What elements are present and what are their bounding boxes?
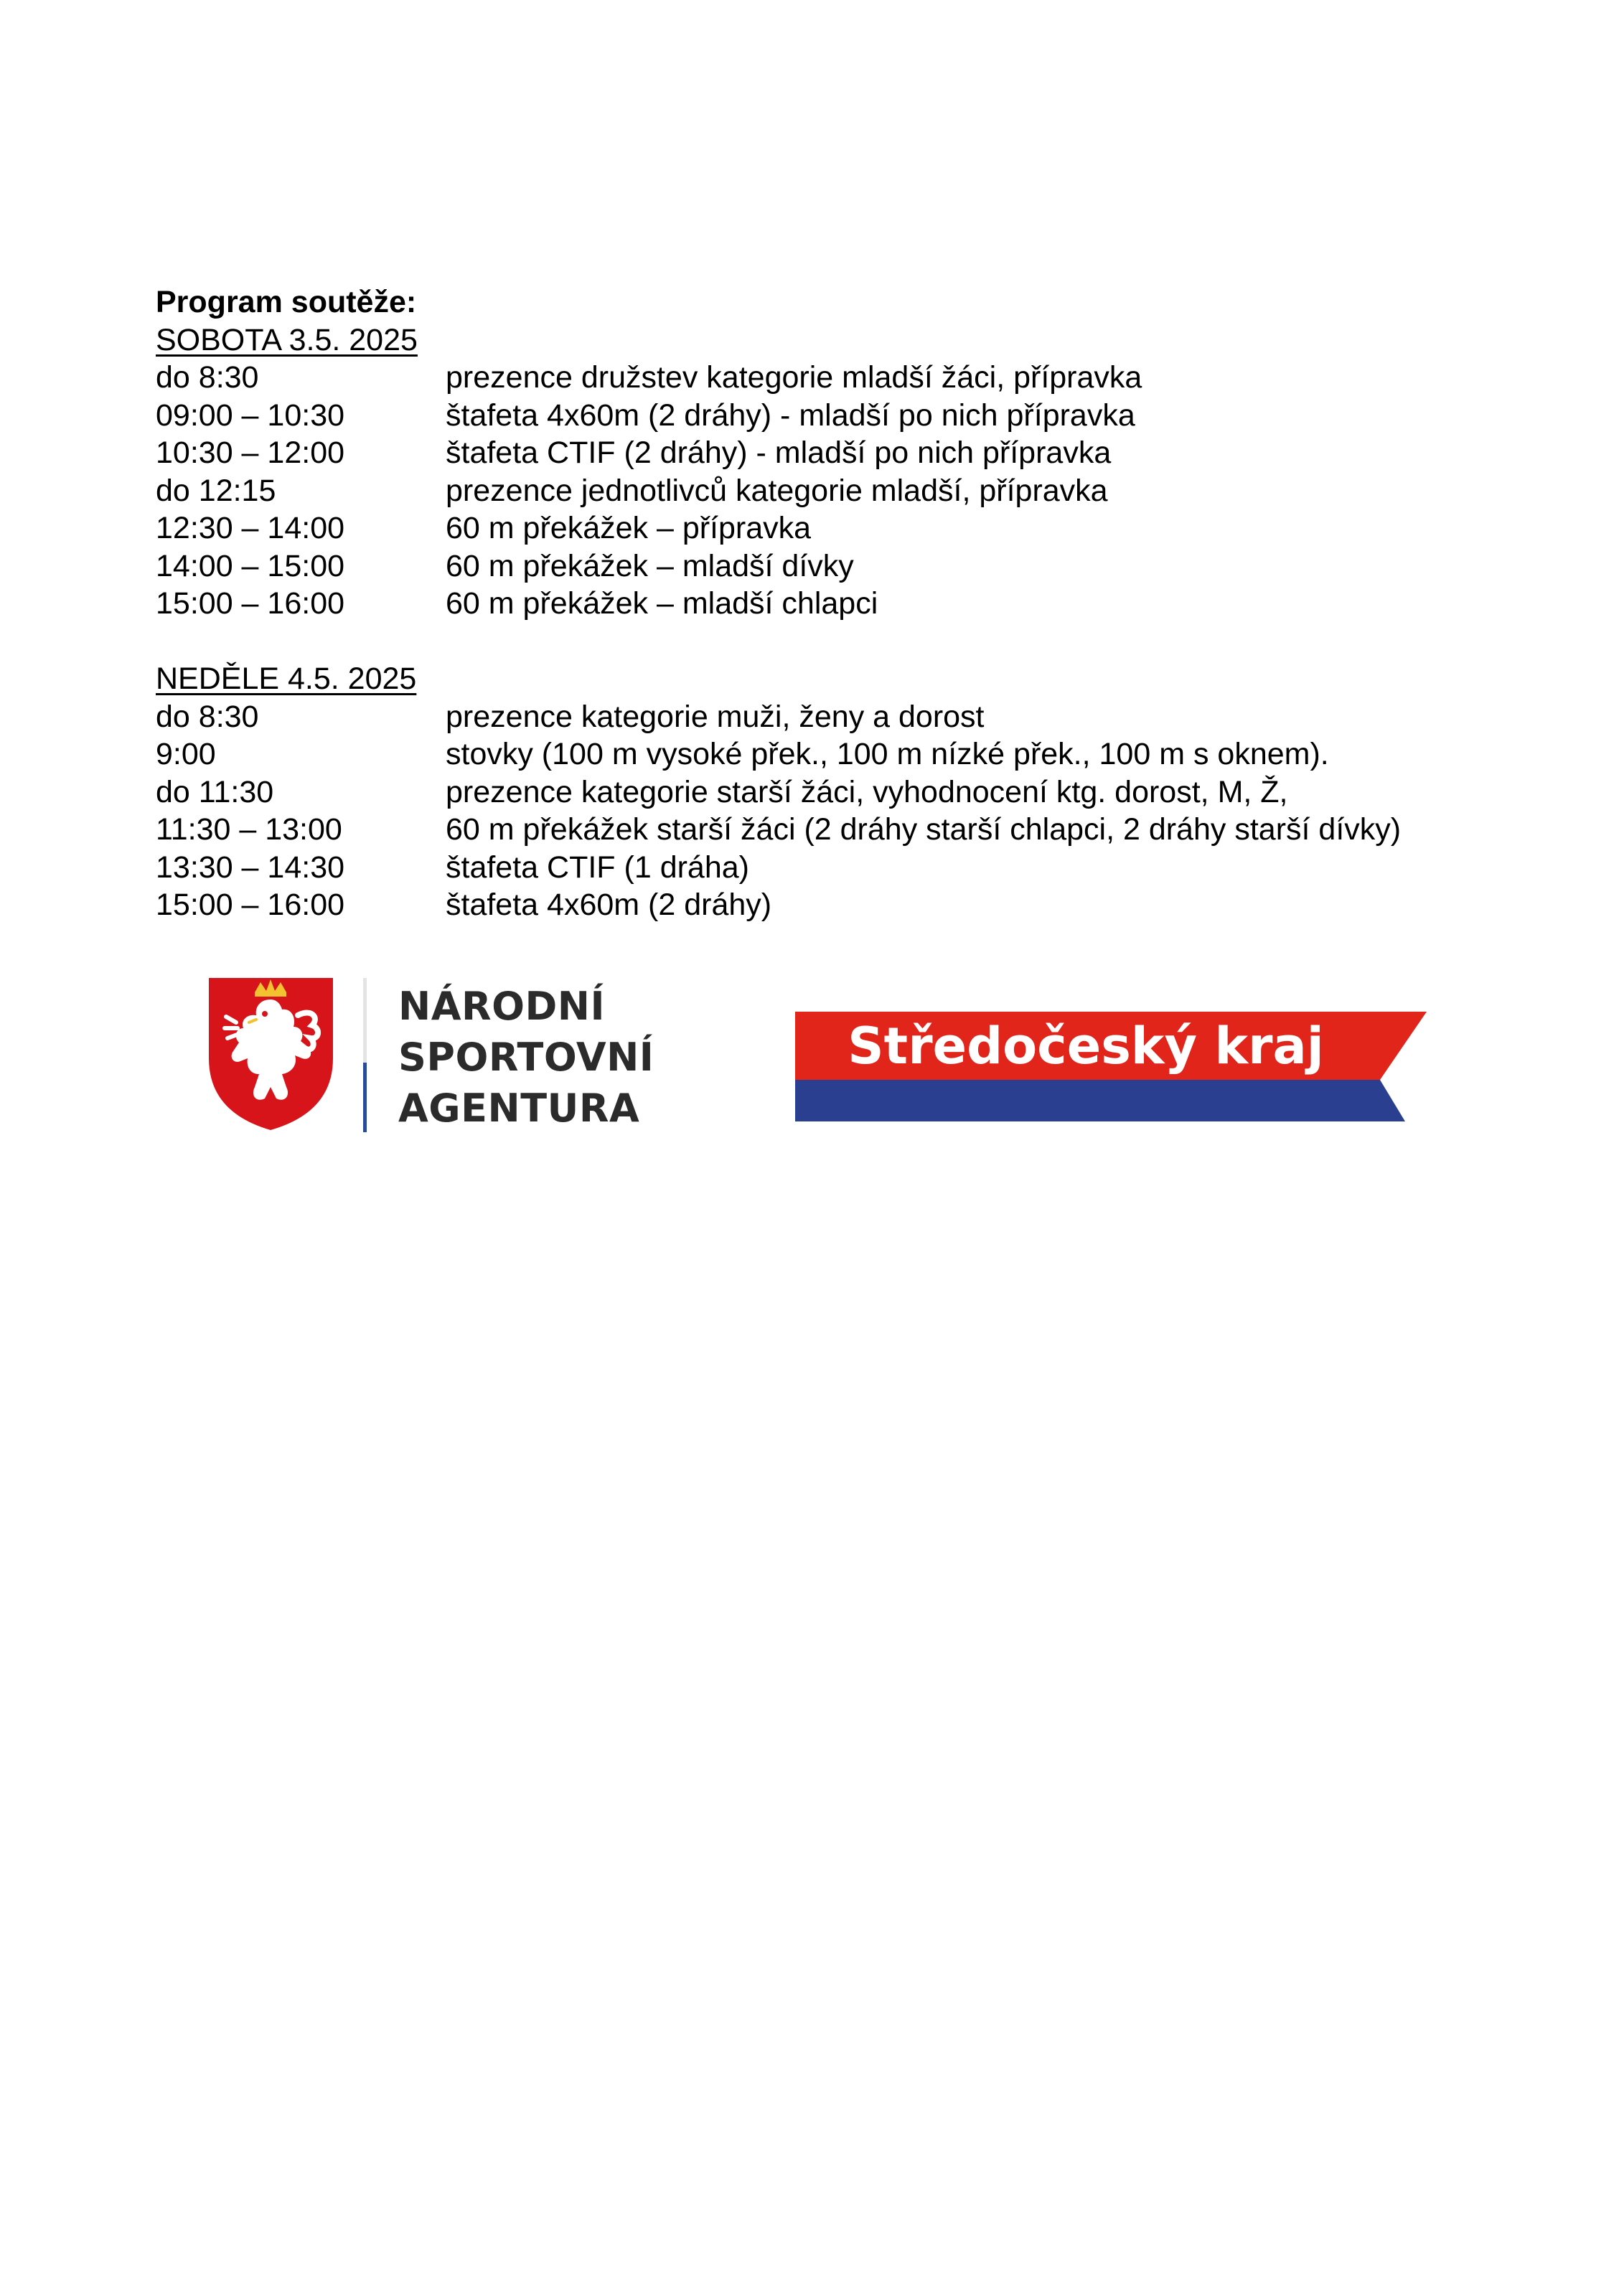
schedule-row — [156, 849, 1519, 887]
schedule-row — [156, 509, 1519, 547]
schedule-time: 13:30 – 14:30 — [156, 850, 345, 885]
day-heading-saturday: SOBOTA 3.5. 2025 — [156, 322, 418, 357]
schedule-time: 11:30 – 13:00 — [156, 812, 342, 847]
schedule-time: 15:00 – 16:00 — [156, 586, 345, 621]
schedule-description: 60 m překážek – mladší chlapci — [446, 586, 878, 621]
schedule-description: stovky (100 m vysoké přek., 100 m nízké přek., 100 m s oknem). — [446, 737, 1329, 771]
schedule-time: do 8:30 — [156, 699, 259, 734]
schedule-row — [156, 359, 1519, 397]
nsa-logo — [205, 972, 664, 1137]
kraj-logo-text: Středočeský kraj — [848, 1017, 1324, 1076]
day-heading-sunday: NEDĚLE 4.5. 2025 — [156, 662, 417, 696]
schedule-row — [156, 472, 1519, 510]
nsa-line-2: SPORTOVNÍ — [398, 1035, 654, 1080]
schedule-time: 14:00 – 15:00 — [156, 548, 345, 583]
nsa-logo-text — [398, 981, 654, 1134]
schedule-description: prezence družstev kategorie mladší žáci, přípravka — [446, 360, 1142, 395]
schedule-time: 12:30 – 14:00 — [156, 511, 345, 545]
schedule-row — [156, 735, 1519, 773]
schedule-row — [156, 547, 1519, 585]
nsa-line-1: NÁRODNÍ — [398, 984, 606, 1029]
schedule-description: štafeta 4x60m (2 dráhy) — [446, 888, 772, 922]
schedule-description: 60 m překážek starší žáci (2 dráhy starší chlapci, 2 dráhy starší dívky) — [446, 812, 1402, 847]
czech-lion-shield-icon — [205, 972, 337, 1134]
program-title: Program soutěže: — [156, 285, 417, 319]
schedule-description: štafeta 4x60m (2 dráhy) - mladší po nich přípravka — [446, 397, 1135, 433]
schedule-time: 09:00 – 10:30 — [156, 397, 345, 433]
schedule-row — [156, 773, 1519, 811]
schedule-row — [156, 585, 1519, 623]
competition-program — [156, 283, 1519, 924]
schedule-time: 10:30 – 12:00 — [156, 436, 345, 470]
schedule-row — [156, 434, 1519, 472]
logo-divider — [363, 978, 367, 1132]
schedule-description: prezence kategorie starší žáci, vyhodnocení ktg. dorost, M, Ž, — [446, 774, 1288, 809]
schedule-description: prezence kategorie muži, ženy a dorost — [446, 699, 985, 734]
schedule-row — [156, 811, 1519, 849]
schedule-time: 9:00 — [156, 737, 216, 771]
schedule-time: do 11:30 — [156, 774, 274, 809]
schedule-row — [156, 886, 1519, 924]
nsa-line-3: AGENTURA — [398, 1086, 640, 1131]
stredocesky-kraj-logo — [795, 1012, 1427, 1126]
schedule-description: štafeta CTIF (1 dráha) — [446, 850, 749, 885]
schedule-row — [156, 397, 1519, 435]
schedule-description: štafeta CTIF (2 dráhy) - mladší po nich přípravka — [446, 436, 1112, 470]
schedule-time: do 12:15 — [156, 473, 276, 508]
schedule-description: 60 m překážek – mladší dívky — [446, 548, 854, 583]
schedule-time: do 8:30 — [156, 360, 259, 395]
section-spacer — [156, 623, 1519, 661]
schedule-description: prezence jednotlivců kategorie mladší, přípravka — [446, 473, 1108, 508]
schedule-time: 15:00 – 16:00 — [156, 888, 345, 922]
schedule-row — [156, 698, 1519, 736]
schedule-description: 60 m překážek – přípravka — [446, 511, 812, 545]
